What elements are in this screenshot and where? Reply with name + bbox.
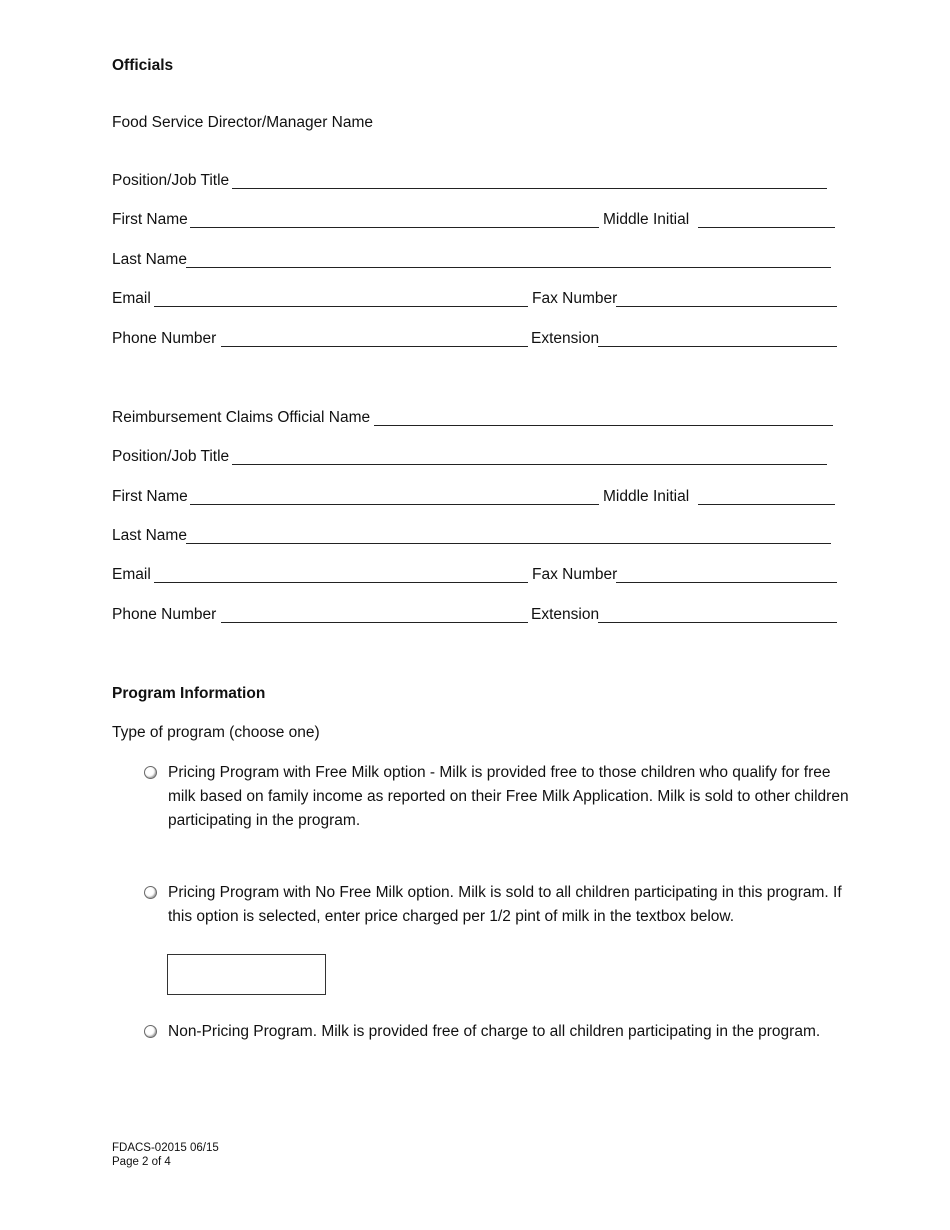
rco-phone-field[interactable]: [221, 622, 528, 623]
fsd-middle-initial-field[interactable]: [698, 227, 835, 228]
fsd-last-name-label: Last Name: [112, 251, 187, 268]
fsd-first-name-label: First Name: [112, 211, 188, 228]
rco-email-label: Email: [112, 566, 151, 583]
rco-middle-initial-label: Middle Initial: [603, 488, 690, 505]
rco-first-name-field[interactable]: [190, 504, 599, 505]
fsd-last-name-field[interactable]: [186, 267, 831, 268]
fsd-fax-label: Fax Number: [532, 290, 618, 307]
fsd-middle-initial-label: Middle Initial: [603, 211, 690, 228]
footer-page-number: Page 2 of 4: [112, 1156, 171, 1168]
option-pricing-free-milk-text: Pricing Program with Free Milk option - Milk is provided free to those children who qualify for free milk based on family income as reported on their Free Milk Application. Milk is sold to other children participating in the program.: [168, 764, 849, 829]
footer-form-id: FDACS-02015 06/15: [112, 1142, 219, 1154]
rco-name-label: Reimbursement Claims Official Name: [112, 409, 371, 426]
radio-pricing-no-free-milk[interactable]: [144, 886, 157, 899]
milk-price-textbox[interactable]: [167, 954, 326, 995]
fsd-extension-label: Extension: [531, 330, 600, 347]
rco-extension-field[interactable]: [598, 622, 837, 623]
radio-pricing-free-milk[interactable]: [144, 766, 157, 779]
fsd-fax-field[interactable]: [616, 306, 837, 307]
fsd-phone-label: Phone Number: [112, 330, 217, 347]
rco-middle-initial-field[interactable]: [698, 504, 835, 505]
rco-position-label: Position/Job Title: [112, 448, 230, 465]
program-heading: Program Information: [112, 685, 266, 702]
fsd-phone-field[interactable]: [221, 346, 528, 347]
rco-extension-label: Extension: [531, 606, 600, 623]
rco-last-name-label: Last Name: [112, 527, 187, 544]
fsd-extension-field[interactable]: [598, 346, 837, 347]
option-non-pricing-text: Non-Pricing Program. Milk is provided free of charge to all children participating in the program.: [168, 1023, 821, 1040]
rco-first-name-label: First Name: [112, 488, 188, 505]
rco-fax-field[interactable]: [616, 582, 837, 583]
fsd-position-label: Position/Job Title: [112, 172, 230, 189]
rco-phone-label: Phone Number: [112, 606, 217, 623]
fsd-email-label: Email: [112, 290, 151, 307]
program-type-label: Type of program (choose one): [112, 724, 320, 741]
radio-non-pricing[interactable]: [144, 1025, 157, 1038]
option-pricing-no-free-milk-text: Pricing Program with No Free Milk option. Milk is sold to all children participating in this program. If this option is selected, enter price charged per 1/2 pint of milk in the textbox below.: [168, 884, 842, 925]
fsd-email-field[interactable]: [154, 306, 528, 307]
rco-position-field[interactable]: [232, 464, 827, 465]
rco-name-field[interactable]: [374, 425, 833, 426]
fsd-section-title: Food Service Director/Manager Name: [112, 114, 374, 131]
fsd-first-name-field[interactable]: [190, 227, 599, 228]
rco-fax-label: Fax Number: [532, 566, 618, 583]
officials-heading: Officials: [112, 57, 174, 74]
rco-last-name-field[interactable]: [186, 543, 831, 544]
rco-email-field[interactable]: [154, 582, 528, 583]
fsd-position-field[interactable]: [232, 188, 827, 189]
